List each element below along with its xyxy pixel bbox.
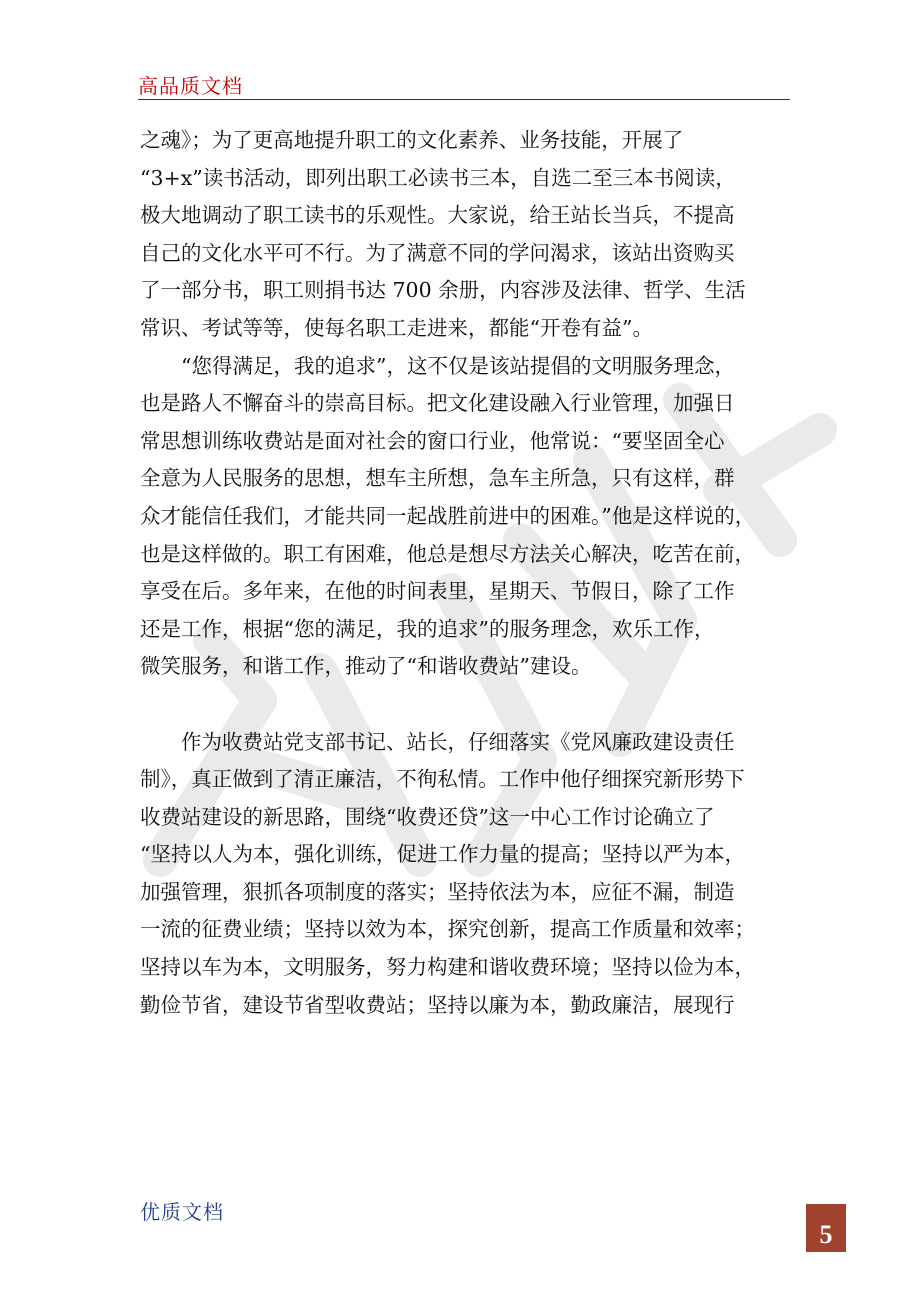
page-number-badge: 5 [806, 1204, 846, 1252]
text-line: 也是路人不懈奋斗的崇高目标。把文化建设融入行业管理，加强日 [140, 391, 735, 416]
text-line: 常识、考试等等，使每名职工走进来，都能“开卷有益”。 [140, 315, 653, 340]
paragraph-block-2 [140, 724, 792, 1025]
document-body [140, 122, 792, 1024]
text-line: 常思想训练收费站是面对社会的窗口行业，他常说：“要坚固全心 [140, 428, 725, 453]
text-line: 勤俭节省，建设节省型收费站；坚持以廉为本，勤政廉洁，展现行 [140, 992, 735, 1017]
text-line: 全意为人民服务的思想，想车主所想，急车主所急，只有这样，群 [140, 466, 735, 491]
header-title: 高品质文档 [138, 74, 243, 98]
text-line: 极大地调动了职工读书的乐观性。大家说，给王站长当兵，不提高 [140, 203, 735, 228]
page-header [138, 66, 790, 100]
text-line: “坚持以人为本，强化训练，促进工作力量的提高；坚持以严为本， [140, 842, 745, 867]
text-line: 了一部分书，职工则捐书达 700 余册，内容涉及法律、哲学、生活 [140, 278, 746, 303]
text-line: 还是工作，根据“您的满足，我的追求”的服务理念，欢乐工作， [140, 616, 715, 641]
text-line: 也是这样做的。职工有困难，他总是想尽方法关心解决，吃苦在前， [140, 541, 755, 566]
text-line: 之魂》；为了更高地提升职工的文化素养、业务技能，开展了 [140, 128, 684, 152]
paragraph-block-1 [140, 122, 792, 686]
text-line: 一流的征费业绩；坚持以效为本，探究创新，提高工作质量和效率； [140, 917, 755, 942]
text-line: 众才能信任我们，才能共同一起战胜前进中的困难。”他是这样说的， [140, 503, 756, 528]
text-line: 享受在后。多年来，在他的时间表里，星期天、节假日，除了工作 [140, 579, 735, 604]
text-line: 作为收费站党支部书记、站长，仔细落实《党风廉政建设责任 [140, 729, 735, 754]
text-line: 微笑服务，和谐工作，推动了“和谐收费站”建设。 [140, 654, 592, 679]
footer-title: 优质文档 [140, 1200, 224, 1224]
text-line: “3+x”读书活动，即列出职工必读书三本，自选二至三本书阅读， [140, 165, 736, 190]
text-line: 加强管理，狠抓各项制度的落实；坚持依法为本，应征不漏，制造 [140, 879, 735, 904]
text-line: 自己的文化水平可不行。为了满意不同的学问渴求，该站出资购买 [140, 240, 735, 265]
text-line: 收费站建设的新思路，围绕“收费还贷”这一中心工作讨论确立了 [140, 804, 715, 829]
text-line: 制》，真正做到了清正廉洁，不徇私情。工作中他仔细探究新形势下 [140, 767, 745, 792]
text-line: “您得满足，我的追求”，这不仅是该站提倡的文明服务理念， [140, 353, 735, 378]
text-line: 坚持以车为本，文明服务，努力构建和谐收费环境；坚持以俭为本， [140, 955, 755, 980]
paragraph-gap [140, 686, 792, 724]
